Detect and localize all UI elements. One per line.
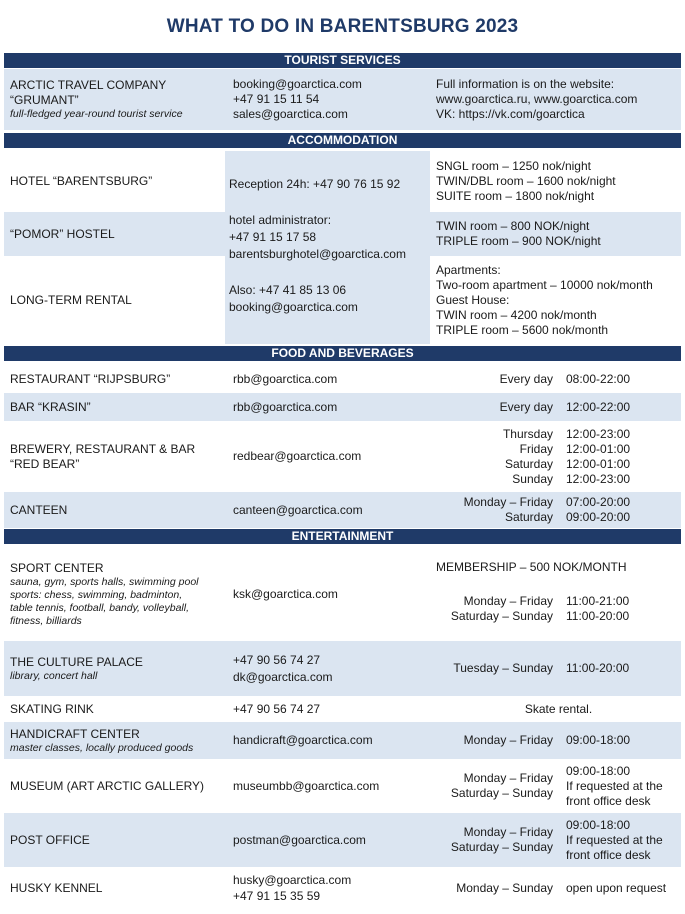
- reception-phone: Reception 24h: +47 90 76 15 92: [229, 177, 401, 191]
- table-row: [4, 492, 681, 528]
- venue-name: CANTEEN: [10, 502, 68, 517]
- hours-note: front office desk: [566, 793, 651, 808]
- hours: 11:00-21:00: [566, 594, 630, 608]
- hostel-name: “POMOR” HOSTEL: [10, 226, 115, 241]
- phone-number: +47 90 56 74 27: [233, 701, 321, 716]
- table-row-culture-palace: [4, 641, 681, 696]
- email-link[interactable]: dk@goarctica.com: [233, 669, 333, 684]
- company-contact-cell: [233, 69, 433, 130]
- venue-subtitle: fitness, billiards: [10, 615, 82, 627]
- vk-link[interactable]: VK: https://vk.com/goarctica: [436, 107, 585, 121]
- venue-name: “RED BEAR”: [10, 456, 80, 471]
- venue-subtitle: sauna, gym, sports halls, swimming pool: [10, 576, 199, 588]
- venue-name: MUSEUM (ART ARCTIC GALLERY): [10, 778, 205, 793]
- website-links[interactable]: www.goarctica.ru, www.goarctica.com: [436, 92, 638, 106]
- venue-name: SKATING RINK: [10, 701, 94, 716]
- days: Every day: [499, 399, 553, 414]
- rental-note: Skate rental.: [524, 701, 593, 716]
- hours: 12:00-23:00: [566, 471, 631, 486]
- hours-note: front office desk: [566, 847, 651, 862]
- phone-number: +47 91 15 17 58: [229, 230, 317, 244]
- company-name-line2: “GRUMANT”: [10, 93, 79, 107]
- days: Tuesday – Sunday: [453, 661, 553, 675]
- opening-hours: [436, 813, 681, 867]
- hours: 12:00-22:00: [566, 399, 631, 414]
- hotel-admin-contact: [229, 212, 406, 263]
- table-row-museum: [4, 759, 681, 813]
- table-row-travel-company: [4, 69, 681, 130]
- venue-subtitle: table tennis, football, bandy, volleyball,: [10, 602, 190, 614]
- opening-hours: [436, 365, 681, 393]
- days: Monday – Sunday: [456, 880, 553, 895]
- email-link[interactable]: museumbb@goarctica.com: [233, 778, 380, 793]
- admin-label: hotel administrator:: [229, 213, 332, 227]
- email-link[interactable]: ksk@goarctica.com: [233, 587, 338, 601]
- opening-hours: [436, 393, 681, 421]
- hostel-rates: [436, 212, 681, 256]
- venue-name: THE CULTURE PALACE: [10, 654, 143, 669]
- days: Saturday: [504, 510, 553, 524]
- hours: 09:00-18:00: [566, 817, 631, 832]
- table-row: [4, 393, 681, 421]
- venue-subtitle: library, concert hall: [10, 669, 98, 682]
- email-link[interactable]: postman@goarctica.com: [233, 832, 366, 847]
- table-row-skating-rink: [4, 696, 681, 722]
- table-row-handicraft: [4, 722, 681, 759]
- company-name-line1: ARCTIC TRAVEL COMPANY: [10, 78, 167, 92]
- hotel-name: HOTEL “BARENTSBURG”: [10, 174, 153, 188]
- days: Thursday: [502, 426, 553, 441]
- days: Monday – Friday: [463, 495, 553, 509]
- hours: open upon request: [566, 880, 667, 895]
- hours: 09:00-20:00: [566, 510, 631, 524]
- rental-name: LONG-TERM RENTAL: [10, 292, 132, 307]
- rate-line: SNGL room – 1250 nok/night: [436, 159, 591, 173]
- days: Saturday – Sunday: [450, 786, 553, 800]
- email-link[interactable]: booking@goarctica.com: [233, 77, 362, 91]
- rate-line: Apartments:: [436, 262, 501, 277]
- opening-hours: [436, 492, 681, 528]
- email-link[interactable]: sales@goarctica.com: [233, 107, 348, 121]
- hours: 12:00-01:00: [566, 441, 631, 456]
- section-header-accommodation: ACCOMMODATION: [4, 133, 681, 148]
- rate-line: TWIN/DBL room – 1600 nok/night: [436, 174, 616, 188]
- email-link[interactable]: rbb@goarctica.com: [233, 399, 338, 414]
- phone-number: +47 90 56 74 27: [233, 652, 321, 667]
- email-link[interactable]: redbear@goarctica.com: [233, 449, 362, 463]
- info-text: Full information is on the website:: [436, 77, 615, 91]
- opening-hours: [436, 421, 681, 492]
- company-name-cell: [10, 69, 225, 130]
- rate-line: Two-room apartment – 10000 nok/month: [436, 277, 653, 292]
- venue-subtitle: master classes, locally produced goods: [10, 741, 194, 754]
- phone-number: +47 91 15 35 59: [233, 889, 321, 903]
- additional-contact: [229, 282, 358, 316]
- venue-name: HANDICRAFT CENTER: [10, 726, 140, 741]
- rate-line: TRIPLE room – 900 NOK/night: [436, 234, 601, 248]
- company-info-cell: [436, 69, 681, 130]
- opening-hours: [436, 867, 681, 909]
- opening-hours: [436, 722, 681, 759]
- hours: 11:00-20:00: [566, 661, 630, 675]
- opening-hours: [436, 759, 681, 813]
- rate-line: SUITE room – 1800 nok/night: [436, 189, 595, 203]
- section-header-food: FOOD AND BEVERAGES: [4, 346, 681, 361]
- email-link[interactable]: booking@goarctica.com: [229, 300, 358, 314]
- venue-name: POST OFFICE: [10, 832, 90, 847]
- days: Saturday – Sunday: [450, 609, 553, 623]
- section-header-entertainment: ENTERTAINMENT: [4, 529, 681, 544]
- days: Saturday – Sunday: [450, 840, 553, 854]
- venue-name: HUSKY KENNEL: [10, 880, 103, 895]
- email-link[interactable]: canteen@goarctica.com: [233, 502, 363, 517]
- membership-price: MEMBERSHIP – 500 NOK/MONTH: [436, 560, 627, 574]
- days: Monday – Friday: [463, 594, 553, 608]
- venue-subtitle: sports: chess, swimming, badminton,: [10, 589, 183, 601]
- hours: 12:00-23:00: [566, 426, 631, 441]
- venue-name: RESTAURANT “RIJPSBURG”: [10, 371, 171, 386]
- phone-number: Also: +47 41 85 13 06: [229, 283, 347, 297]
- hours: 08:00-22:00: [566, 371, 631, 386]
- days: Sunday: [512, 471, 553, 486]
- rate-line: TWIN room – 4200 nok/month: [436, 307, 597, 322]
- email-link[interactable]: barentsburghotel@goarctica.com: [229, 247, 406, 261]
- phone-number: +47 91 15 11 54: [233, 92, 320, 106]
- days: Monday – Friday: [463, 825, 553, 839]
- opening-hours: [436, 594, 681, 624]
- email-link[interactable]: handicraft@goarctica.com: [233, 733, 373, 747]
- table-row: [4, 365, 681, 393]
- table-row-sport-center: [4, 548, 681, 641]
- rate-line: Guest House:: [436, 292, 510, 307]
- hours: 07:00-20:00: [566, 495, 631, 509]
- days: Monday – Friday: [463, 733, 553, 747]
- hours-note: If requested at the: [566, 832, 663, 847]
- days: Friday: [519, 441, 553, 456]
- hours: 09:00-18:00: [566, 763, 631, 778]
- days: Monday – Friday: [463, 771, 553, 785]
- hours-note: If requested at the: [566, 778, 663, 793]
- table-row: [4, 421, 681, 492]
- opening-hours: [436, 641, 681, 696]
- venue-name: SPORT CENTER: [10, 561, 104, 575]
- rate-line: TWIN room – 800 NOK/night: [436, 219, 590, 233]
- hours: 11:00-20:00: [566, 609, 630, 623]
- section-header-tourist-services: TOURIST SERVICES: [4, 53, 681, 68]
- hours: 09:00-18:00: [566, 733, 631, 747]
- accommodation-contacts-cell: [225, 151, 430, 344]
- hours: 12:00-01:00: [566, 456, 631, 471]
- email-link[interactable]: rbb@goarctica.com: [233, 371, 338, 386]
- company-subtitle: full-fledged year-round tourist service: [10, 108, 183, 120]
- hotel-rates: [436, 151, 681, 212]
- venue-name: BREWERY, RESTAURANT & BAR: [10, 441, 196, 456]
- days: Saturday: [504, 456, 553, 471]
- table-row-post-office: [4, 813, 681, 867]
- days: Every day: [499, 371, 553, 386]
- table-row-husky-kennel: [4, 867, 681, 909]
- page-title: WHAT TO DO IN BARENTSBURG 2023: [166, 16, 519, 37]
- email-link[interactable]: husky@goarctica.com: [233, 873, 352, 887]
- rental-rates: [436, 256, 681, 344]
- venue-name: BAR “KRASIN”: [10, 399, 91, 414]
- rate-line: TRIPLE room – 5600 nok/month: [436, 322, 609, 337]
